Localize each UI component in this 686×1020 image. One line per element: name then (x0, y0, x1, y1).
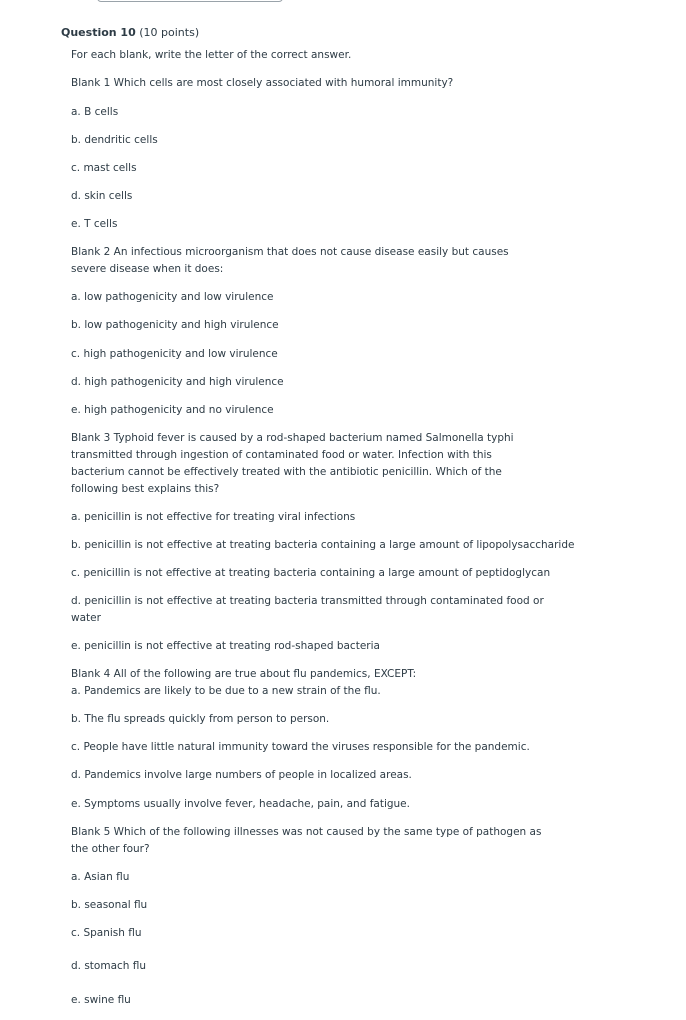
blank-4-prompt: Blank 4 All of the following are true about flu pandemics, EXCEPT: (71, 668, 417, 680)
blank-1-option-b: b. dendritic cells (71, 134, 158, 146)
blank-2-prompt: Blank 2 An infectious microorganism that does not cause disease easily but causes severe disease when it does: (71, 246, 509, 275)
question-instruction: For each blank, write the letter of the correct answer. (71, 49, 352, 61)
blank-1-option-a: a. B cells (71, 106, 119, 118)
blank-1-prompt: Blank 1 Which cells are most closely associated with humoral immunity? (71, 77, 454, 89)
blank-4-option-c: c. People have little natural immunity toward the viruses responsible for the pandemic. (71, 741, 530, 753)
blank-1-option-d: d. skin cells (71, 190, 133, 202)
blank-2-option-a: a. low pathogenicity and low virulence (71, 291, 274, 303)
blank-3-prompt: Blank 3 Typhoid fever is caused by a rod-shaped bacterium named Salmonella typhi transmitted through ingestion of contaminated food or water. Infection with this bacterium cannot be effectively treated with the antibiotic penicillin. Which of the following best explains this? (71, 432, 514, 495)
blank-3-option-a: a. penicillin is not effective for treating viral infections (71, 511, 356, 523)
question-title: Question 10 (61, 26, 136, 39)
question-points: (10 points) (139, 26, 200, 39)
blank-2-option-c: c. high pathogenicity and low virulence (71, 348, 278, 360)
blank-3-option-d: d. penicillin is not effective at treating bacteria transmitted through contaminated food or water (71, 595, 544, 624)
blank-5-option-e: e. swine flu (71, 994, 131, 1006)
answer-input-box[interactable] (97, 0, 283, 2)
blank-5-option-b: b. seasonal flu (71, 899, 148, 911)
blank-5-prompt: Blank 5 Which of the following illnesses was not caused by the same type of pathogen as the other four? (71, 826, 542, 855)
blank-2-option-e: e. high pathogenicity and no virulence (71, 404, 274, 416)
blank-5-option-c: c. Spanish flu (71, 927, 142, 939)
blank-4-option-a: a. Pandemics are likely to be due to a new strain of the flu. (71, 685, 381, 697)
blank-3-option-b: b. penicillin is not effective at treating bacteria containing a large amount of lipopolysaccharide (71, 539, 575, 551)
blank-5-option-d: d. stomach flu (71, 960, 147, 972)
blank-5-option-a: a. Asian flu (71, 871, 130, 883)
blank-1-option-e: e. T cells (71, 218, 118, 230)
blank-3-option-c: c. penicillin is not effective at treating bacteria containing a large amount of peptidoglycan (71, 567, 551, 579)
blank-4-option-e: e. Symptoms usually involve fever, headache, pain, and fatigue. (71, 798, 410, 810)
blank-1-option-c: c. mast cells (71, 162, 137, 174)
blank-3-option-e: e. penicillin is not effective at treating rod-shaped bacteria (71, 640, 380, 652)
blank-2-option-b: b. low pathogenicity and high virulence (71, 319, 279, 331)
blank-2-option-d: d. high pathogenicity and high virulence (71, 376, 284, 388)
blank-4-option-b: b. The flu spreads quickly from person to person. (71, 713, 330, 725)
question-header (61, 26, 199, 40)
blank-4-option-d: d. Pandemics involve large numbers of people in localized areas. (71, 769, 412, 781)
